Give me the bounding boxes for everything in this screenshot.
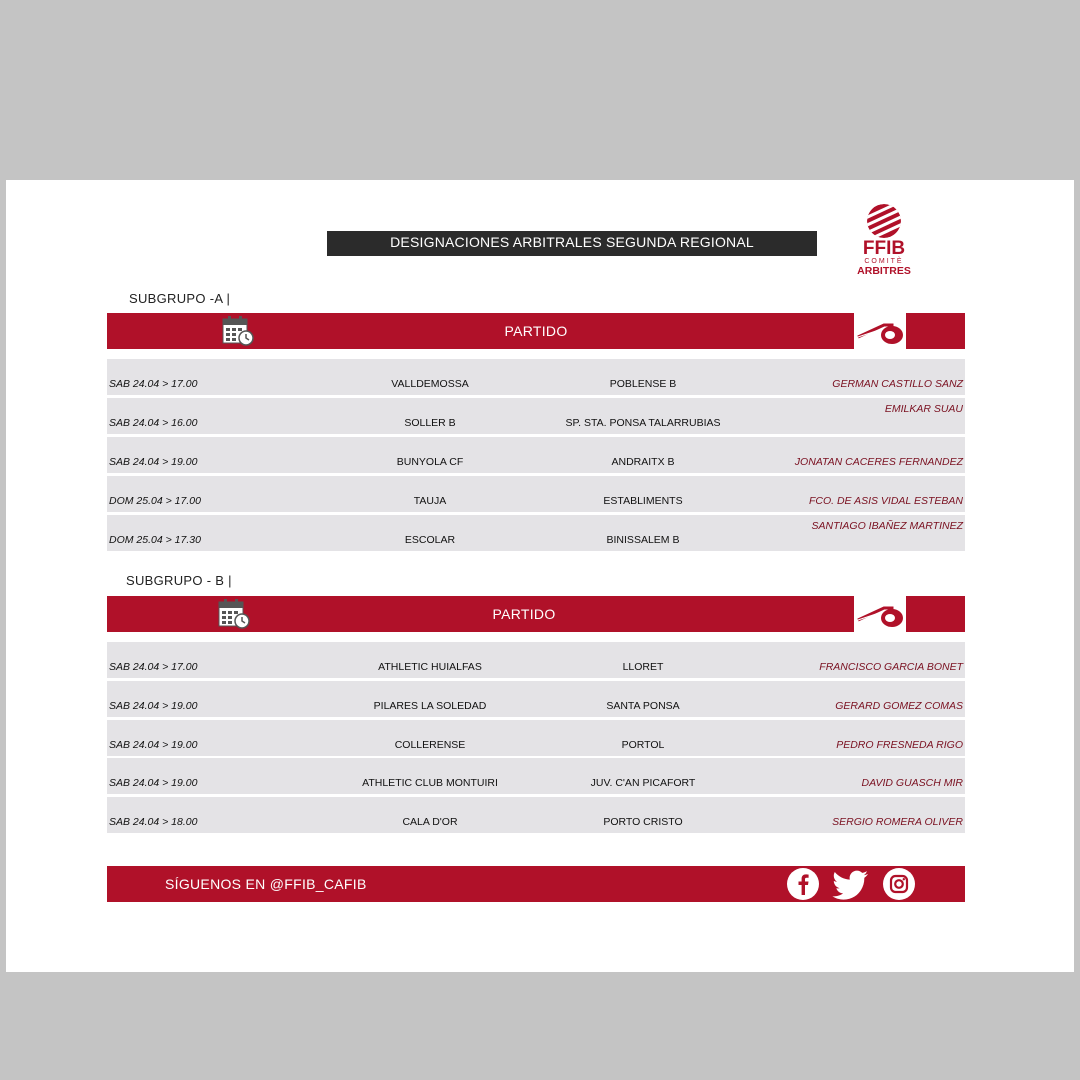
match-row <box>107 720 965 756</box>
follow-us-text: SÍGUENOS EN @FFIB_CAFIB <box>165 876 367 892</box>
match-date: SAB 24.04 > 17.00 <box>109 378 198 390</box>
match-date: DOM 25.04 > 17.30 <box>109 534 201 546</box>
away-team: POBLENSE B <box>609 378 677 390</box>
whistle-box <box>854 596 906 632</box>
whistle-icon <box>854 598 906 630</box>
referee-name: GERARD GOMEZ COMAS <box>835 700 963 712</box>
away-team: BINISSALEM B <box>606 534 680 546</box>
subgroup-a-label: SUBGRUPO -A | <box>129 291 231 306</box>
match-date: DOM 25.04 > 17.00 <box>109 495 201 507</box>
referee-name: GERMAN CASTILLO SANZ <box>832 378 963 390</box>
svg-text:COMITÈ: COMITÈ <box>864 258 904 265</box>
away-team: LLORET <box>622 661 664 673</box>
match-date: SAB 24.04 > 19.00 <box>109 700 198 712</box>
facebook-icon[interactable] <box>786 867 820 901</box>
away-team: SANTA PONSA <box>606 700 680 712</box>
match-row <box>107 398 965 434</box>
away-team: SP. STA. PONSA TALARRUBIAS <box>565 417 721 429</box>
match-date: SAB 24.04 > 18.00 <box>109 816 198 828</box>
subgroup-b-header <box>107 596 965 632</box>
home-team: COLLERENSE <box>394 739 466 751</box>
referee-name: SANTIAGO IBAÑEZ MARTINEZ <box>811 520 963 532</box>
match-row <box>107 437 965 473</box>
instagram-icon[interactable] <box>882 867 916 901</box>
away-team: ANDRAITX B <box>611 456 675 468</box>
away-team: ESTABLIMENTS <box>603 495 683 507</box>
home-team: CALA D'OR <box>402 816 458 828</box>
partido-label: PARTIDO <box>504 323 568 339</box>
svg-text:ARBITRES: ARBITRES <box>857 265 911 277</box>
whistle-box <box>854 313 906 349</box>
match-date: SAB 24.04 > 16.00 <box>109 417 198 429</box>
match-date: SAB 24.04 > 19.00 <box>109 739 198 751</box>
away-team: PORTOL <box>621 739 665 751</box>
referee-name: JONATAN CACERES FERNANDEZ <box>794 456 963 468</box>
match-row <box>107 758 965 794</box>
referee-name: EMILKAR SUAU <box>884 403 963 415</box>
home-team: SOLLER B <box>404 417 456 429</box>
match-date: SAB 24.04 > 19.00 <box>109 777 198 789</box>
subgroup-a-header <box>107 313 965 349</box>
calendar-icon <box>221 315 255 347</box>
home-team: ATHLETIC CLUB MONTUIRI <box>362 777 498 789</box>
home-team: VALLDEMOSSA <box>391 378 469 390</box>
match-row <box>107 681 965 717</box>
match-row <box>107 476 965 512</box>
referee-name: PEDRO FRESNEDA RIGO <box>836 739 963 751</box>
page-title: DESIGNACIONES ARBITRALES SEGUNDA REGIONAL <box>327 231 817 256</box>
match-row <box>107 797 965 833</box>
home-team: ATHLETIC HUIALFAS <box>378 661 482 673</box>
referee-name: FRANCISCO GARCIA BONET <box>819 661 963 673</box>
svg-text:FFIB: FFIB <box>862 238 906 259</box>
referee-name: FCO. DE ASIS VIDAL ESTEBAN <box>808 495 963 507</box>
home-team: BUNYOLA CF <box>396 456 464 468</box>
ffib-logo <box>854 202 914 280</box>
subgroup-b-label: SUBGRUPO - B | <box>126 573 232 588</box>
away-team: PORTO CRISTO <box>603 816 683 828</box>
home-team: TAUJA <box>413 495 447 507</box>
match-date: SAB 24.04 > 17.00 <box>109 661 198 673</box>
partido-label: PARTIDO <box>492 606 556 622</box>
match-row <box>107 642 965 678</box>
home-team: PILARES LA SOLEDAD <box>373 700 487 712</box>
footer-bar <box>107 866 965 902</box>
away-team: JUV. C'AN PICAFORT <box>590 777 696 789</box>
referee-name: DAVID GUASCH MIR <box>861 777 963 789</box>
match-date: SAB 24.04 > 19.00 <box>109 456 198 468</box>
match-row <box>107 359 965 395</box>
twitter-icon[interactable] <box>830 867 870 901</box>
match-row <box>107 515 965 551</box>
home-team: ESCOLAR <box>404 534 456 546</box>
designations-sheet <box>6 180 1074 972</box>
calendar-icon <box>217 598 251 630</box>
referee-name: SERGIO ROMERA OLIVER <box>832 816 963 828</box>
whistle-icon <box>854 315 906 347</box>
